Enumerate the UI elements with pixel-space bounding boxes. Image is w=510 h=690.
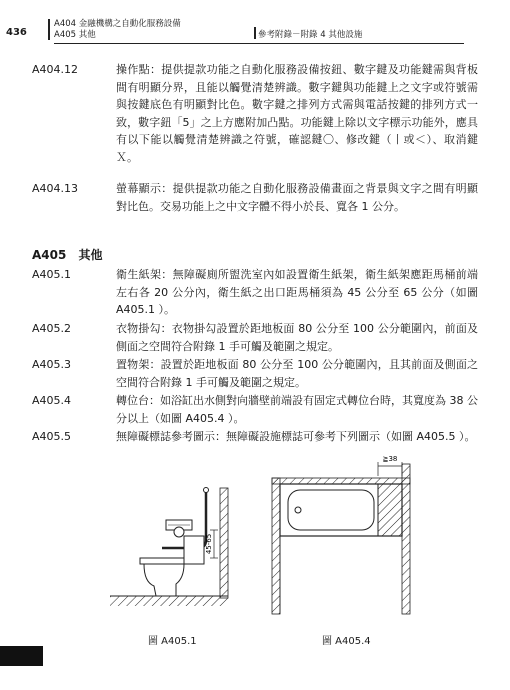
dimension-label: ≧38 bbox=[382, 455, 398, 463]
toilet-seat bbox=[140, 558, 186, 564]
breadcrumb-title: 金融機構之自動化服務設備 bbox=[78, 19, 181, 29]
clause-code: A405.4 bbox=[32, 394, 72, 407]
heading-title: 其他 bbox=[78, 248, 103, 262]
breadcrumb bbox=[54, 19, 181, 40]
heading-code: A405 bbox=[32, 248, 67, 262]
breadcrumb-code: A404 bbox=[54, 19, 77, 29]
figure-a405-4 bbox=[262, 452, 412, 622]
figure-caption-a405-1: 圖 A405.1 bbox=[148, 636, 197, 647]
header-rule bbox=[54, 43, 464, 44]
section-divider bbox=[254, 27, 256, 39]
wall bbox=[220, 488, 228, 598]
breadcrumb-title: 其他 bbox=[78, 29, 96, 40]
wall-top bbox=[272, 478, 410, 484]
clause-code: A405.1 bbox=[32, 268, 72, 281]
clause-code: A404.12 bbox=[32, 63, 79, 76]
floor bbox=[110, 596, 228, 606]
clause-code: A405.3 bbox=[32, 358, 72, 371]
header-divider bbox=[48, 19, 50, 40]
page-number: 436 bbox=[6, 27, 27, 38]
clause-text: 操作點：提供提款功能之自動化服務設備按鈕、數字鍵及功能鍵需與背板間有明顯分界，且能以觸覺清楚辨識。數字鍵與功能鍵上之文字或符號需與按鍵底色有明顯對比色。數字鍵之排列方式需與電話按鍵的排列方式一致，數字鈕「5」之上方應附加凸點。功能鍵上除以文字標示功能外，應具有以下能以觸覺清楚辨識之符號，確認鍵〇、修改鍵（丨或＜）、取消鍵Ｘ。 bbox=[116, 63, 478, 164]
toilet-bowl bbox=[144, 564, 184, 596]
clause-text: 無障礙標誌參考圖示：無障礙設施標誌可參考下列圖示（如圖 A405.5 ）。 bbox=[116, 430, 476, 443]
wall-left bbox=[272, 478, 280, 614]
clause-code: A405.5 bbox=[32, 430, 72, 443]
clause-text: 衣物掛勾：衣物掛勾設置於距地板面 80 公分至 100 公分範圍內，前面及側面之空間符合附錄 1 手可觸及範圍之規定。 bbox=[116, 322, 478, 353]
section-title: 參考附錄－附錄 4 其他設施 bbox=[258, 30, 363, 40]
clause-text: 螢幕顯示：提供提款功能之自動化服務設備畫面之背景與文字之間有明顯對比色。交易功能上之中文字體不得小於長、寬各 1 公分。 bbox=[116, 182, 478, 213]
figure-a405-1 bbox=[110, 478, 250, 628]
clause-text: 轉位台：如浴缸出水側對向牆壁前端設有固定式轉位台時，其寬度為 38 公分以上（如圖 A405.4 ）。 bbox=[116, 394, 478, 425]
transfer-seat bbox=[378, 484, 402, 536]
dimension-label: 45-65 bbox=[205, 533, 213, 555]
clause-text: 衛生紙架：無障礙廁所盥洗室內如設置衛生紙架，衛生紙架應距馬桶前端左右各 20 公分內，衛生紙之出口距馬桶須為 45 公分至 65 公分（如圖 A405.1 ）。 bbox=[116, 268, 478, 316]
page-corner-block bbox=[0, 646, 43, 666]
wall-right bbox=[402, 464, 410, 614]
clause-code: A404.13 bbox=[32, 182, 79, 195]
breadcrumb-item-a405 bbox=[54, 30, 181, 41]
figure-caption-a405-4: 圖 A405.4 bbox=[322, 636, 371, 647]
breadcrumb-item-a404 bbox=[54, 19, 181, 30]
toilet-tank bbox=[184, 536, 204, 564]
section-heading bbox=[32, 246, 103, 263]
page-header bbox=[0, 0, 510, 46]
clause-code: A405.2 bbox=[32, 322, 72, 335]
breadcrumb-code: A405 bbox=[54, 29, 77, 40]
clause-text: 置物架：設置於距地板面 80 公分至 100 公分範圍內，且其前面及側面之空間符合附錄 1 手可觸及範圍之規定。 bbox=[116, 358, 478, 389]
